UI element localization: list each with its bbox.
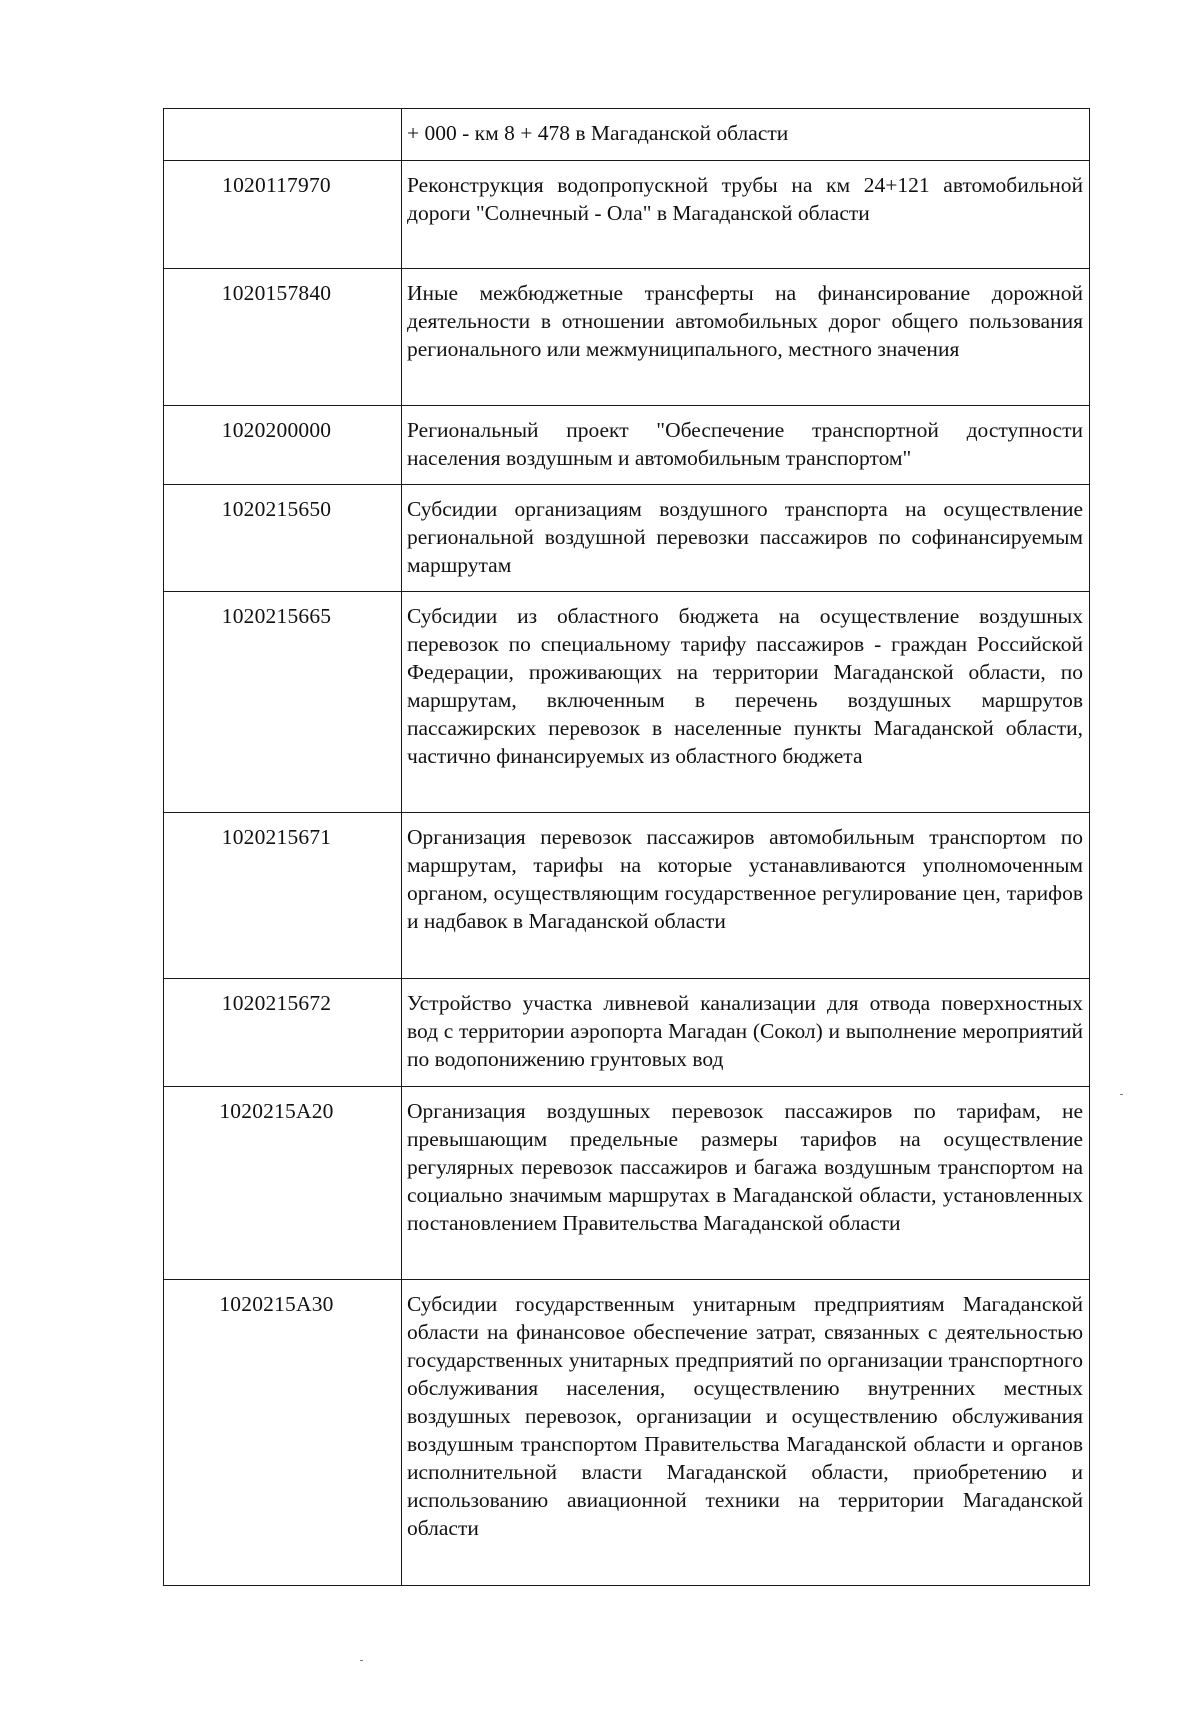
description-cell: Региональный проект "Обеспечение транспортной доступности населения воздушным и автомобильным транспортом" <box>402 406 1090 485</box>
description-cell: Субсидии из областного бюджета на осуществление воздушных перевозок по специальному тарифу пассажиров - граждан Российской Федерации, проживающих на территории Магаданской области, по маршрутам, включенным в перечень воздушных маршрутов пассажирских перевозок в населенные пункты Магаданской области, частично финансируемых из областного бюджета <box>402 592 1090 813</box>
budget-code-cell: 1020117970 <box>164 161 402 269</box>
description-cell: Субсидии организациям воздушного транспорта на осуществление региональной воздушной перевозки пассажиров по софинансируемым маршрутам <box>402 485 1090 592</box>
budget-code-cell: 1020215671 <box>164 813 402 979</box>
scan-speck <box>360 1660 363 1661</box>
budget-code-cell: 1020215665 <box>164 592 402 813</box>
table-row <box>164 813 1090 979</box>
budget-codes-table <box>163 108 1090 1586</box>
budget-code-cell: 1020215672 <box>164 979 402 1087</box>
table-row <box>164 109 1090 161</box>
table-row <box>164 1087 1090 1280</box>
budget-code-cell: 1020200000 <box>164 406 402 485</box>
table-row <box>164 485 1090 592</box>
table-row <box>164 406 1090 485</box>
budget-code-cell: 1020215А20 <box>164 1087 402 1280</box>
budget-code-cell: 1020215А30 <box>164 1280 402 1586</box>
description-cell: Организация перевозок пассажиров автомобильным транспортом по маршрутам, тарифы на которые устанавливаются уполномоченным органом, осуществляющим государственное регулирование цен, тарифов и надбавок в Магаданской области <box>402 813 1090 979</box>
table-row <box>164 592 1090 813</box>
table-row <box>164 1280 1090 1586</box>
description-cell: + 000 - км 8 + 478 в Магаданской области <box>402 109 1090 161</box>
scan-speck <box>1120 1094 1123 1095</box>
description-cell: Иные межбюджетные трансферты на финансирование дорожной деятельности в отношении автомобильных дорог общего пользования регионального или межмуниципального, местного значения <box>402 269 1090 406</box>
budget-code-cell: 1020157840 <box>164 269 402 406</box>
description-cell: Устройство участка ливневой канализации для отвода поверхностных вод с территории аэропорта Магадан (Сокол) и выполнение мероприятий по водопонижению грунтовых вод <box>402 979 1090 1087</box>
description-cell: Реконструкция водопропускной трубы на км 24+121 автомобильной дороги "Солнечный - Ола" в Магаданской области <box>402 161 1090 269</box>
budget-code-cell: 1020215650 <box>164 485 402 592</box>
table-row <box>164 161 1090 269</box>
description-cell: Организация воздушных перевозок пассажиров по тарифам, не превышающим предельные размеры тарифов на осуществление регулярных перевозок пассажиров и багажа воздушным транспортом на социально значимым маршрутах в Магаданской области, установленных постановлением Правительства Магаданской области <box>402 1087 1090 1280</box>
budget-code-cell <box>164 109 402 161</box>
table-row <box>164 979 1090 1087</box>
table-row <box>164 269 1090 406</box>
description-cell: Субсидии государственным унитарным предприятиям Магаданской области на финансовое обеспечение затрат, связанных с деятельностью государственных унитарных предприятий по организации транспортного обслуживания населения, осуществлению внутренних местных воздушных перевозок, организации и осуществлению обслуживания воздушным транспортом Правительства Магаданской области и органов исполнительной власти Магаданской области, приобретению и использованию авиационной техники на территории Магаданской области <box>402 1280 1090 1586</box>
